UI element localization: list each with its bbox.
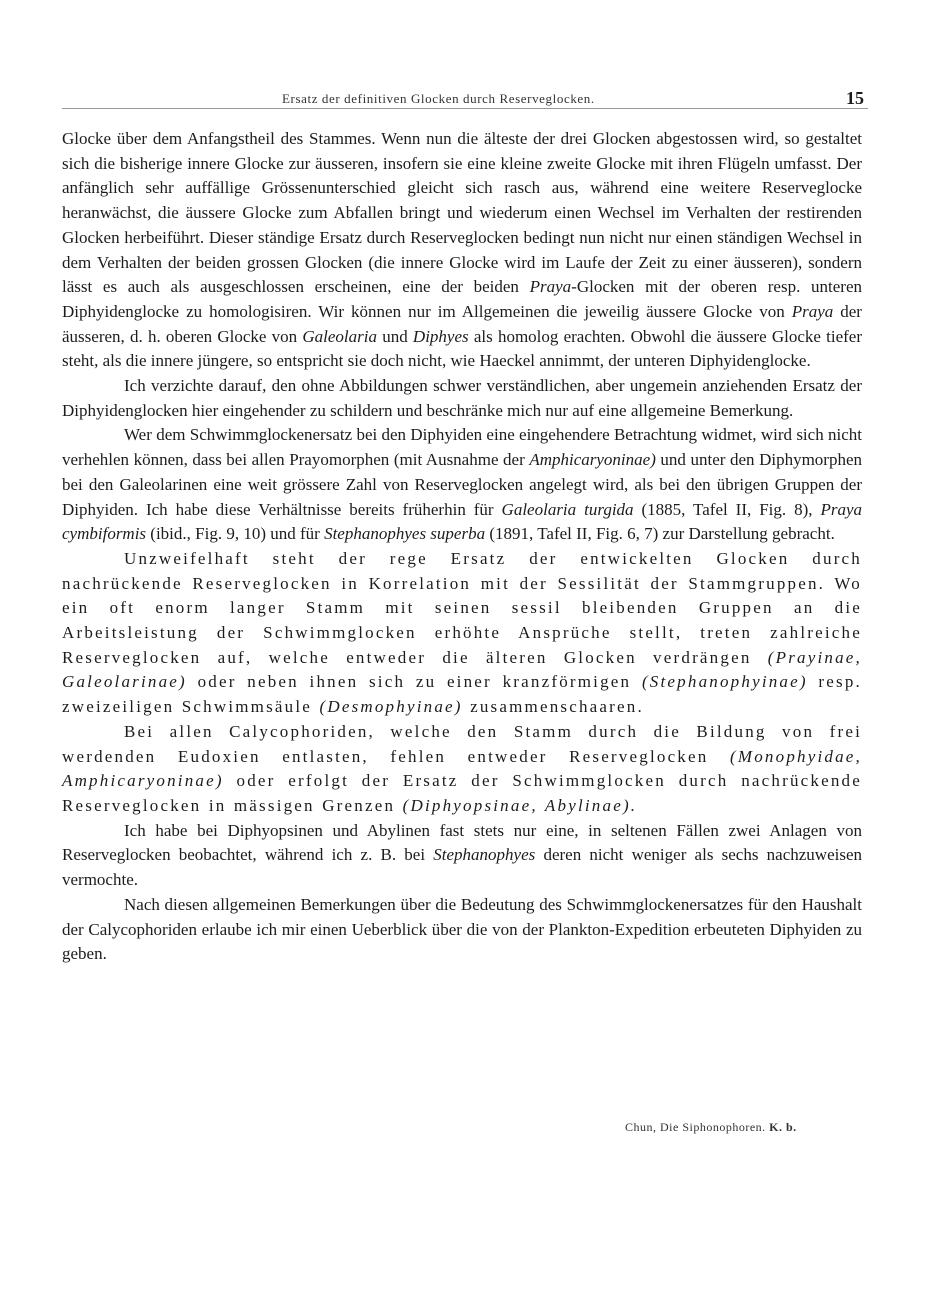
text-run: der äusseren, d. h. oberen Glocke von [62,301,862,346]
italic-text: Praya cymbiformis [62,499,862,544]
text-run: zusammenschaaren. [462,697,644,717]
paragraph [62,423,862,547]
text-run: Bei allen Calycophoriden, welche den Stamm durch die Bildung von frei werdenden Eudoxien entlasten, fehlen entweder Reserveglocken [62,721,862,766]
italic-text: Galeolaria turgida [501,499,634,519]
text-run: als homolog erachten. Obwohl die äussere Glocke tiefer steht, als die innere jüngere, so entspricht sie doch nicht, wie Haeckel annimmt, der unteren Diphyidenglocke. [62,326,862,371]
text-run: Wer dem Schwimmglockenersatz bei den Diphyiden eine eingehendere Betrachtung widmet, wird sich nicht verhehlen können, dass bei allen Prayomorphen (mit Ausnahme der [62,425,862,470]
text-run: oder erfolgt der Ersatz der Schwimmglocken durch nachrückende Reserveglocken in mässigen Grenzen [62,771,862,815]
italic-text: Praya [529,277,572,297]
paragraph [62,547,862,720]
text-run: und [377,326,413,346]
text-run: und unter den Diphymorphen bei den Galeolarinen eine weit grössere Zahl von Reserveglocken angelegt wird, als bei den übrigen Gruppen der Diphyiden. Ich habe diese Verhältnisse bereits früherhin für [62,450,862,519]
italic-text: Stephanophyes [433,845,536,865]
signature-mark: K. b. [769,1120,797,1134]
text-run: (1891, Tafel II, Fig. 6, 7) zur Darstellung gebracht. [485,524,835,544]
body-text [62,127,862,967]
text-run: (1885, Tafel II, Fig. 8), [633,499,821,519]
text-run: -Glocken mit der oberen resp. unteren Diphyidenglocke zu homologisiren. Wir können nur im Allgemeinen die jeweilig äussere Glocke von [62,277,862,321]
italic-text: Praya [791,301,834,321]
paragraph [62,374,862,423]
italic-text: (Prayinae, Galeolarinae) [62,647,862,692]
text-run: resp. zweizeiligen Schwimmsäule [62,672,862,717]
signature-text: Chun, Die Siphonophoren. [625,1120,766,1134]
italic-text: (Stephanophyinae) [641,672,808,692]
paragraph [62,819,862,893]
italic-text: Galeolaria [302,326,377,346]
text-run: Unzweifelhaft steht der rege Ersatz der entwickelten Glocken durch nachrückende Reserveglocken in Korrelation mit der Sessilität der Stammgruppen. Wo ein oft enorm langer Stamm mit seinen sessil bleibenden Gruppen an die Arbeitsleistung der Schwimmglocken erhöhte Ansprüche stellt, treten zahlreiche Reserveglocken auf, welche entweder die älteren Glocken verdrängen [62,548,862,667]
printer-signature [625,1120,797,1135]
italic-text: Stephanophyes superba [324,524,486,544]
text-run: deren nicht weniger als sechs nachzuweisen vermochte. [62,845,862,890]
italic-text: (Monophyidae, Amphicaryoninae) [62,746,862,791]
text-run: Ich verzichte darauf, den ohne Abbildungen schwer verständlichen, aber ungemein anziehenden Ersatz der Diphyidenglocken hier eingehender zu schildern und beschränke mich nur auf eine allgemeine Bemerkung. [62,376,862,420]
paragraph [62,127,862,374]
italic-text: Diphyes [412,326,469,346]
italic-text: (Diphyopsinae, Abylinae). [402,795,638,815]
paragraph [62,893,862,967]
text-run: Nach diesen allgemeinen Bemerkungen über die Bedeutung des Schwimmglockenersatzes für den Haushalt der Calycophoriden erlaube ich mir einen Ueberblick über die von der Plankton-Expedition erbeuteten Diphyiden zu geben. [62,894,862,964]
italic-text: (Desmophyinae) [319,697,463,717]
running-title: Ersatz der definitiven Glocken durch Reserveglocken. [282,91,595,106]
page-number: 15 [846,88,864,108]
page-header [62,86,868,109]
text-run: Ich habe bei Diphyopsinen und Abylinen fast stets nur eine, in seltenen Fällen zwei Anlagen von Reserveglocken beobachtet, während ich z. B. bei [62,820,862,865]
text-run: Glocke über dem Anfangstheil des Stammes. Wenn nun die älteste der drei Glocken abgestossen wird, so gestaltet sich die bisherige innere Glocke zur äusseren, insofern sie eine kleine zweite Glocke mit ihren Flügeln umfasst. Der anfänglich sehr auffällige Grössenunterschied gleicht sich rasch aus, während eine weitere Reserveglocke heranwächst, die äussere Glocke zum Abfallen bringt und wiederum einen Wechsel im Verhalten der restirenden Glocken herbeiführt. Dieser ständige Ersatz durch Reserveglocken bedingt nun nicht nur einen ständigen Wechsel in dem Verhalten der beiden grossen Glocken (die innere Glocke wird im Laufe der Zeit zu einer äusseren), sondern lässt es auch als ausgeschlossen erscheinen, eine der beiden [62,129,862,297]
paragraph [62,720,862,819]
italic-text: Amphicaryoninae) [529,450,656,470]
text-run: (ibid., Fig. 9, 10) und für [146,524,325,544]
text-run: oder neben ihnen sich zu einer kranzförmigen [186,672,642,692]
